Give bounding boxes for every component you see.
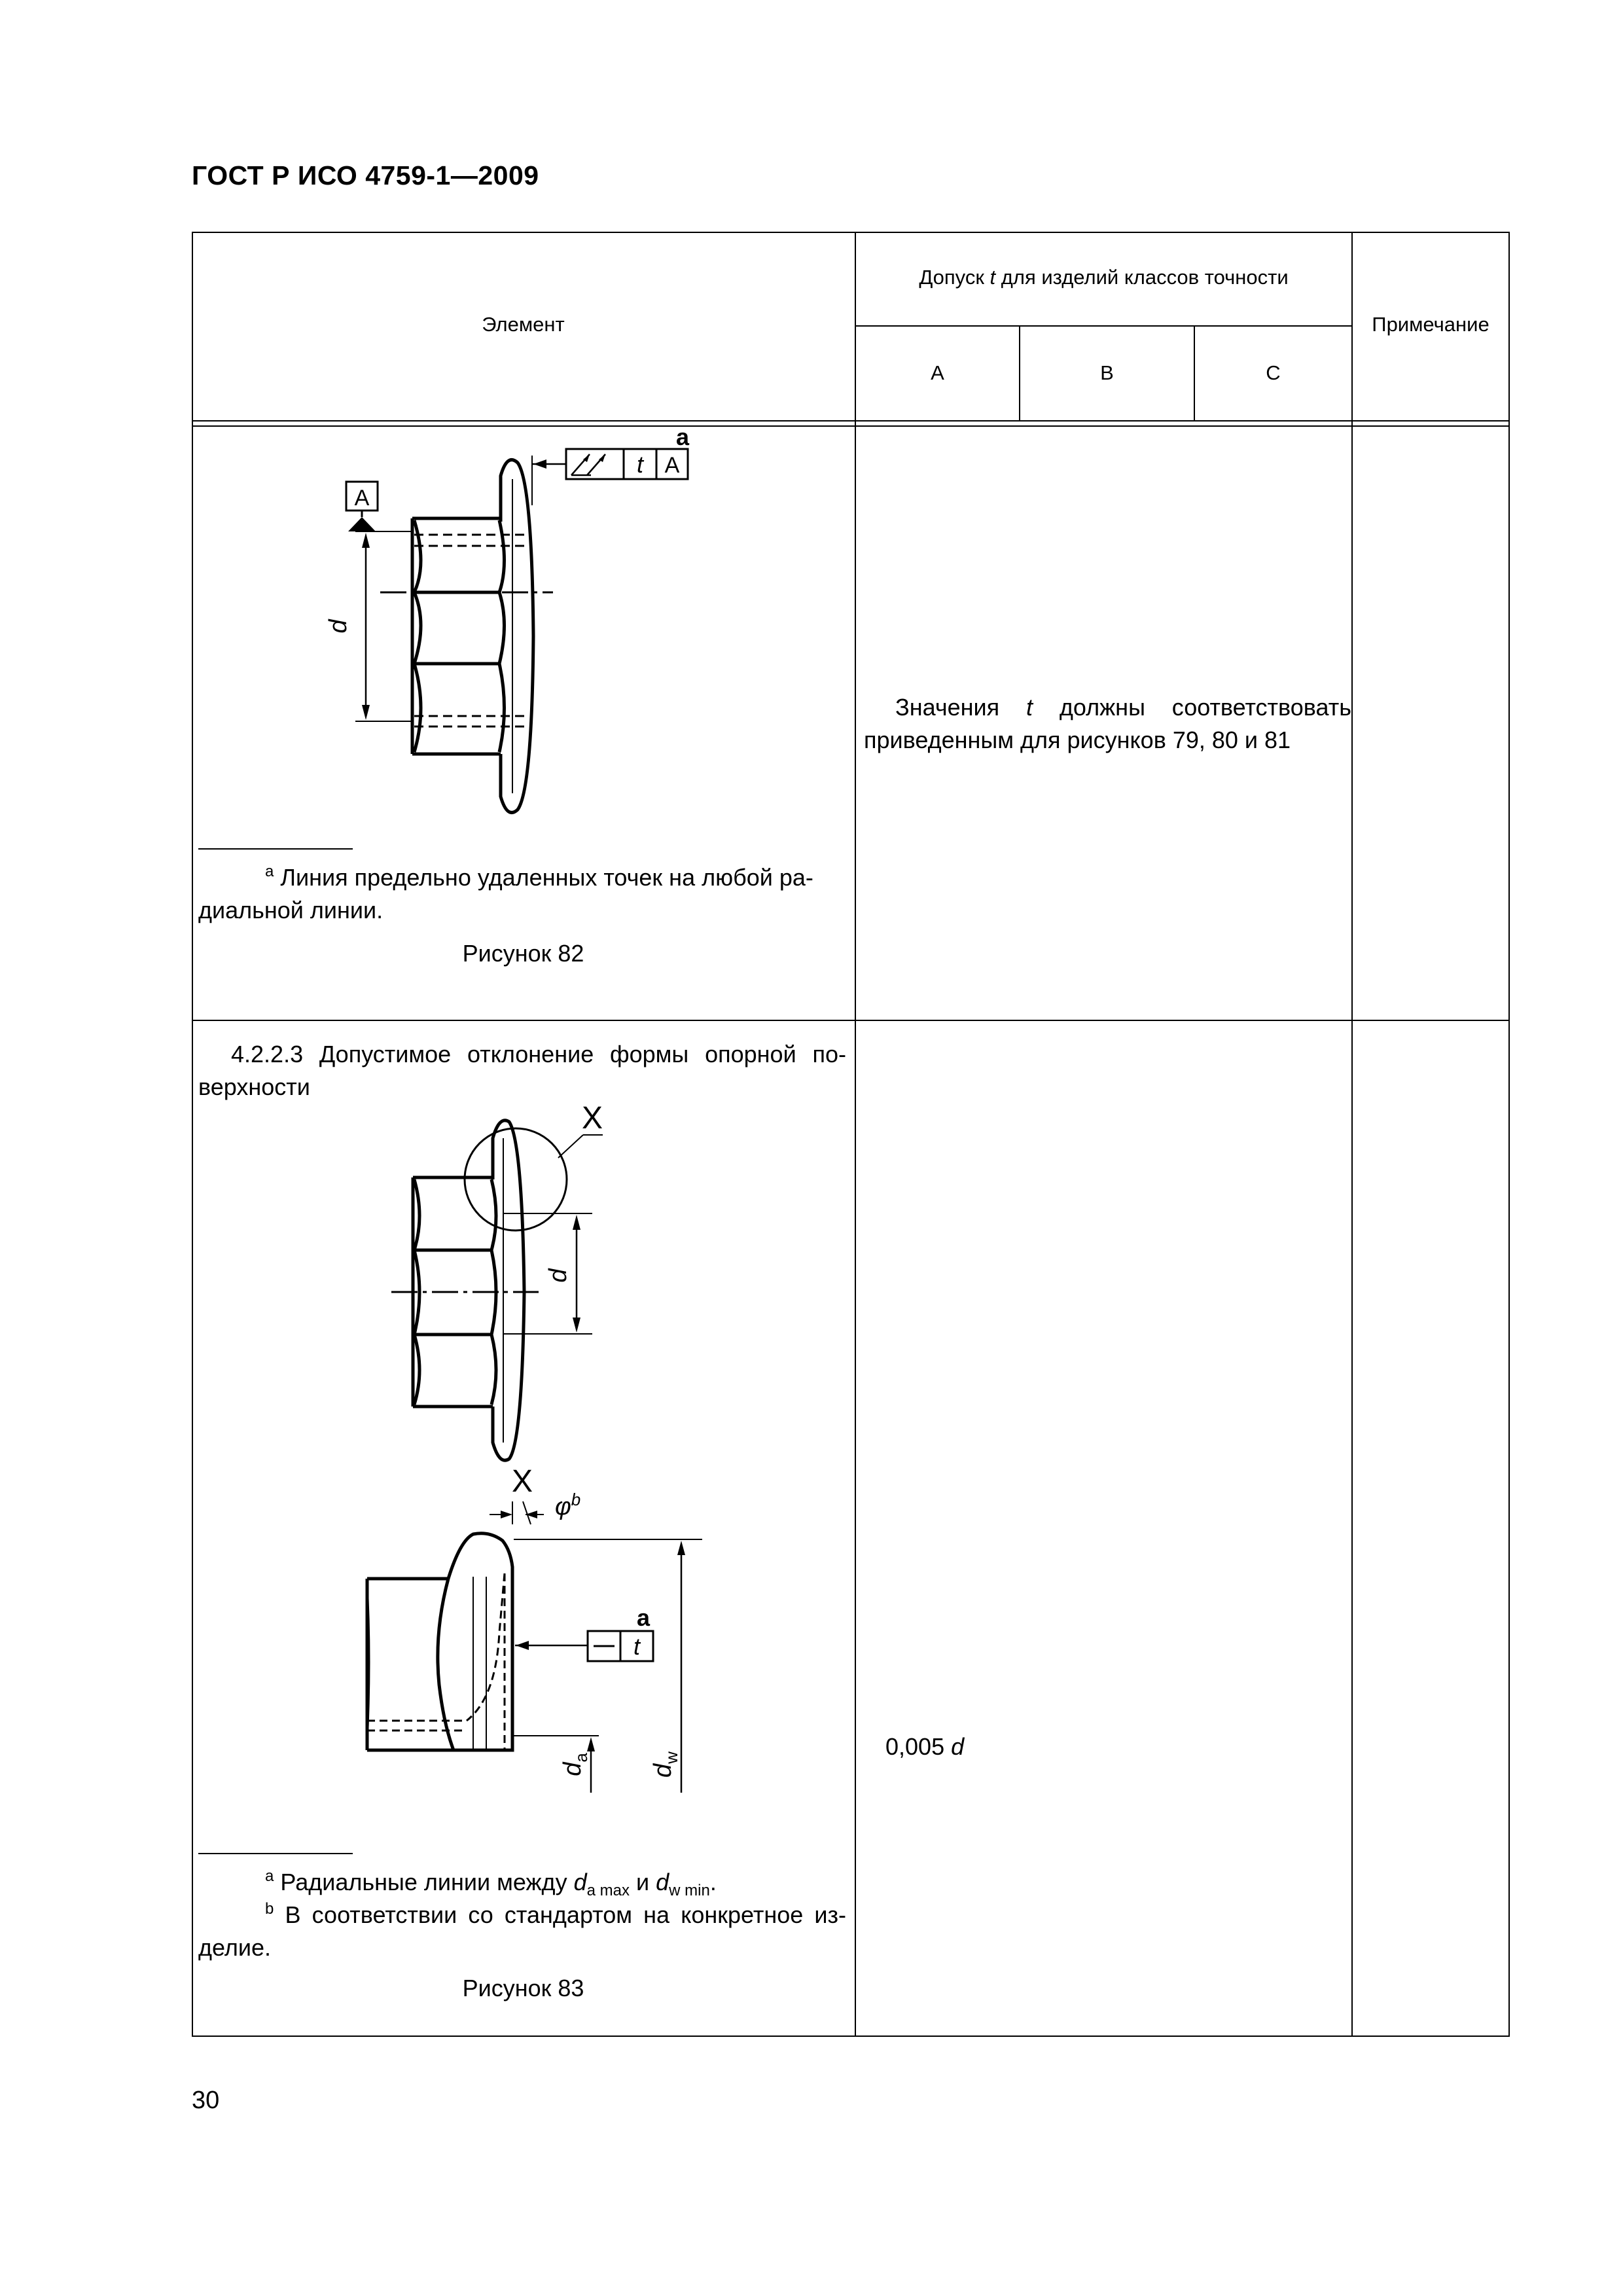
tolerance-header-suffix: для изделий классов точности: [1001, 266, 1289, 289]
fig83-footnote-a-sym1: d: [573, 1869, 587, 1895]
row1-tolerance-text: [856, 691, 1351, 757]
class-b-header: B: [1100, 361, 1114, 384]
figure-83-footnotes: [198, 1866, 846, 1964]
row1-tol-suffix: должны соответствовать: [1059, 694, 1351, 721]
row2-heading-line2: верхности: [198, 1073, 310, 1100]
fig83-dw-symbol: d: [649, 1763, 677, 1778]
fig83-footnote-b-marker: b: [265, 1900, 274, 1918]
row2-tol-symbol: d: [951, 1733, 965, 1760]
fig83-da-sub: a: [571, 1753, 591, 1763]
fig82-footnote-line1: Линия предельно удаленных точек на любой ра-: [280, 864, 813, 891]
fig83-footnote-b: [198, 1899, 846, 1931]
tolerance-header-symbol: t: [990, 266, 996, 289]
fig83-footnote-a-sym2: d: [656, 1869, 669, 1895]
fig83-footnote-a-and: и: [635, 1869, 650, 1895]
fig82-frame-datum: A: [664, 453, 680, 478]
fig83-footnote-a-marker: a: [265, 1867, 274, 1885]
fig83-footnote-a-end: .: [709, 1869, 717, 1895]
fig83-footnote-b-line1: В соответствии со стандартом на конкретное из-: [285, 1901, 846, 1928]
fig82-dim-d: d: [325, 619, 352, 634]
row1-tol-line2: приведенным для рисунков 79, 80 и 81: [864, 726, 1291, 753]
figure-82-footnote: [198, 861, 846, 927]
figure-83-top-drawing: [192, 1102, 855, 1469]
fig83-footnote-b-line2: делие.: [198, 1934, 271, 1961]
column-header-note: Примечание: [1372, 313, 1489, 336]
fig82-footnote-line2: диальной линии.: [198, 897, 383, 924]
fig83-dim-da: [559, 1753, 591, 1776]
class-c-header: C: [1266, 361, 1281, 384]
fig83-phi-symbol: φ: [555, 1493, 571, 1520]
fig83-da-symbol: d: [559, 1762, 586, 1776]
row1-tol-prefix: Значения: [895, 694, 1000, 721]
column-header-element: Элемент: [482, 313, 565, 336]
document-header: ГОСТ Р ИСО 4759-1—2009: [192, 160, 539, 190]
tolerance-header-prefix: Допуск: [919, 266, 984, 289]
fig83-frame-t: t: [633, 1633, 641, 1660]
fig83-detail-title-x: X: [511, 1464, 533, 1499]
page-number: 30: [192, 2087, 220, 2114]
tolerance-table: [192, 232, 1510, 2037]
fig83-dw-sub: w: [662, 1751, 681, 1764]
fig83-note-a-label: a: [636, 1604, 651, 1631]
figure-82-caption: Рисунок 82: [462, 940, 584, 967]
fig83-dim-d: d: [544, 1268, 572, 1283]
figure-82-drawing: [192, 423, 855, 819]
fig83-detail-marker-x: X: [581, 1101, 603, 1136]
fig82-note-a-label: a: [675, 423, 690, 450]
fig83-footnote-a-sub1: a max: [586, 1882, 630, 1899]
fig83-phi-sup: b: [571, 1490, 581, 1509]
column-header-tolerance: [856, 266, 1351, 289]
class-a-header: A: [931, 361, 944, 384]
row2-heading: [198, 1038, 846, 1103]
figure-83-caption: Рисунок 83: [462, 1975, 584, 2001]
fig82-datum-box-label: A: [354, 486, 370, 511]
fig83-footnote-a-text: Радиальные линии между: [280, 1869, 567, 1895]
fig82-frame-t: t: [636, 451, 644, 478]
row1-tol-symbol: t: [1026, 694, 1033, 721]
fig83-footnote-a-sub2: w min: [669, 1882, 710, 1899]
fig83-footnote-a: [198, 1866, 846, 1899]
fig83-dim-dw: [649, 1751, 681, 1778]
fig82-footnote-marker: a: [265, 863, 274, 880]
row2-tolerance-value: [885, 1731, 1278, 1763]
row2-heading-line1: 4.2.2.3 Допустимое отклонение формы опорной по-: [231, 1041, 846, 1067]
row2-tol-value: 0,005: [885, 1733, 945, 1760]
figure-83-detail-drawing: [192, 1462, 855, 1829]
fig83-angle-phi: [555, 1490, 580, 1520]
